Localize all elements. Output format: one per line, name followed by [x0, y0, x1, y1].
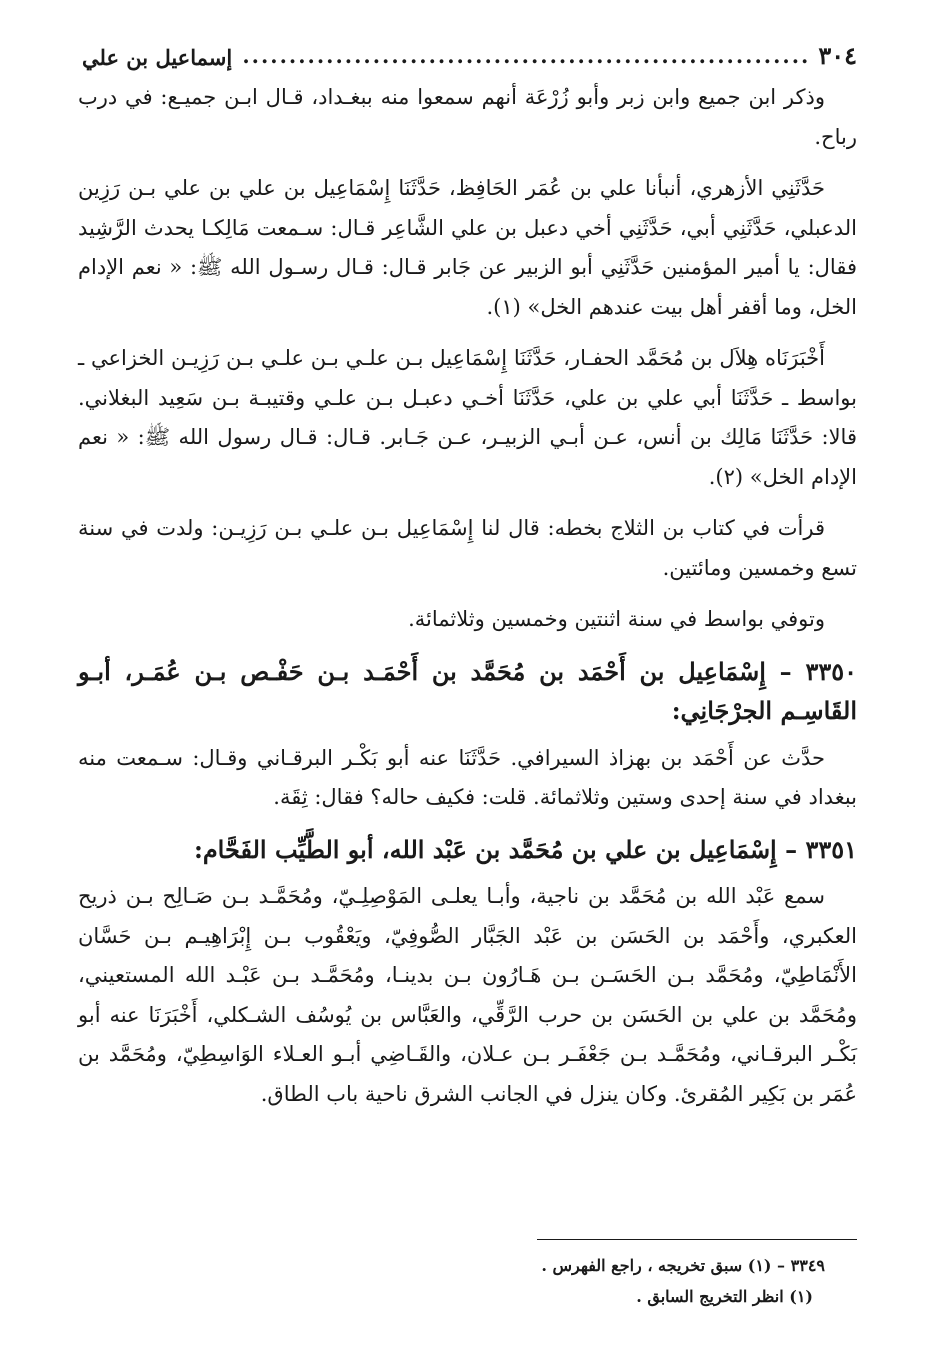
paragraph-hadith-2: أَخْبَرَنَاه هِلاَل بن مُحَمَّد الحفـار، حَدَّثَنَا إِسْمَاعِيل بـن علـي بـن علـي بـن رَزِيـن الخزاعي ـ بواسط ـ حَدَّثَنَا أبي علي بن علي، حَدَّثَنَا أخـي دعبـل بـن علـي وقتيبـة بـن سَعِيد البغلاني. قالا: حَدَّثَنَا مَالِك بن أنس، عـن أبـي الزبيـر، عـن جَـابر. قـال: قـال رسول الله ﷺ: « نعم الإدام الخل» (٢). — [78, 346, 857, 489]
entry-3351-heading: ٣٣٥١ – إِسْمَاعِيل بن علي بن مُحَمَّد بن عَبْد الله، أبو الطَّيِّب الفَحَّام: — [193, 834, 857, 864]
entry-3350-text: حدَّث عن أَحْمَد بن بهزاذ السيرافي. حَدَّثَنَا عنه أبو بَكْـر البرقـاني وقـال: سـمعت منه ببغداد في سنة إحدى وستين وثلاثمائة. قلت: فكيف حاله؟ فقال: ثِقَة. — [78, 745, 857, 809]
page-header — [82, 30, 857, 70]
running-title: إسماعيل بن علي — [82, 45, 233, 70]
header-leader-dots — [240, 43, 810, 70]
paragraph-continuation: وذكر ابن جميع وابن زبر وأبو زُرْعَة أنهم سمعوا منه ببغـداد، قـال ابـن جميـع: في درب رباح. — [78, 85, 857, 149]
paragraph-death: وتوفي بواسط في سنة اثنتين وخمسين وثلاثمائة. — [408, 607, 825, 631]
footnote-divider — [537, 1239, 857, 1240]
page-number: ٣٠٤ — [818, 41, 857, 70]
paragraph-birth: قرأت في كتاب بن الثلاج بخطه: قال لنا إِسْمَاعِيل بـن علـي بـن رَزِيـن: ولدت في سنة تسع وخمسين ومائتين. — [78, 516, 857, 580]
entry-3351-text: سمع عَبْد الله بن مُحَمَّد بن ناجية، وأبـا يعلـى المَوْصِلِـيّ، ومُحَمَّـد بـن صَـالِح بـن ذريح العكبري، وأَحْمَد بن الحَسَن بن عَبْد الجَبَّار الصُّوفِيّ، ويَعْقُوب بـن إِبْرَاهِيـم بـن حَسَّان الأَنْمَاطِيّ، ومُحَمَّد بـن الحَسَـن بـن هَـارُون بـن بدينـا، ومُحَمَّـد بـن عَبْـد الله المستعيني، ومُحَمَّد بن علي بن الحَسَن بن حرب الرَّقِّي، والعَبَّاس بن يُوسُف الشـكلي، أَخْبَرَنَا عنه أبو بَكْـر البرقـاني، ومُحَمَّـد بـن جَعْفَـر بـن عـلان، والقَـاضِي أبـو العـلاء الوَاسِطِيّ، ومُحَمَّد بن عُمَر بن بَكِير المُقرئ. وكان ينزل في الجانب الشرق ناحية باب الطاق. — [78, 884, 857, 1106]
entry-3350-heading: ٣٣٥٠ – إِسْمَاعِيل بن أَحْمَد بن مُحَمَّد بن أَحْمَـد بـن حَفْـص بـن عُمَـر، أبـو القَاسِـم الجرْجَانِي: — [78, 656, 857, 725]
footnote-2: (١) انظر التخريج السابق . — [636, 1287, 813, 1306]
paragraph-hadith-1: حَدَّثَنِي الأزهري، أنبأنا علي بن عُمَر الحَافِظ، حَدَّثَنَا إِسْمَاعِيل بن علي بن علي بـن رَزِين الدعبلي، حَدَّثَنِي أبي، حَدَّثَنِي أخي دعبل بن علي الشَّاعِر قـال: سـمعت مَالِكـا يحدث الرَّشِيد فقال: يا أمير المؤمنين حَدَّثَنِي أبو الزبير عن جَابر قـال: قـال رسـول الله ﷺ: « نعم الإدام الخل، وما أقفر أهل بيت عندهم الخل» (١). — [78, 176, 857, 319]
main-text — [78, 78, 857, 1114]
footnote-1: ٣٣٤٩ – (١) سبق تخريجه ، راجع الفهرس . — [541, 1256, 825, 1275]
footnotes — [82, 1250, 825, 1312]
